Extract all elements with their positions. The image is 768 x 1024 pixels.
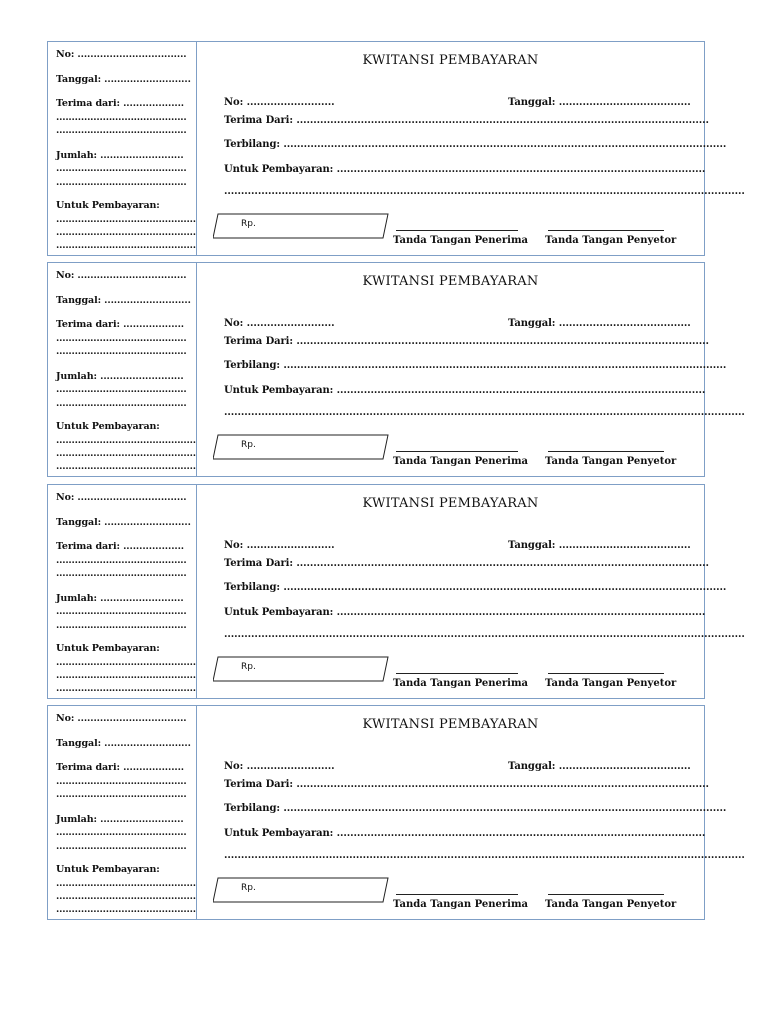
main-terima-dari: Terima Dari: ..........................................................................................................................	[224, 336, 709, 347]
receipt-stub	[48, 485, 197, 698]
stub-untuk-dots-1: .............................................	[56, 435, 196, 446]
receipt-main	[197, 706, 745, 919]
main-terima-dari: Terima Dari: ..........................................................................................................................	[224, 779, 709, 790]
amount-rp-label: Rp.	[241, 662, 256, 672]
stub-jumlah: Jumlah: ..........................	[56, 814, 184, 825]
main-untuk-pembayaran: Untuk Pembayaran: .............................................................................................................	[224, 164, 706, 175]
stub-jumlah-dots-2: ..........................................	[56, 177, 187, 188]
stub-no: No: ..................................	[56, 49, 187, 60]
amount-rp-label: Rp.	[241, 883, 256, 893]
stub-untuk-dots-3: .............................................	[56, 904, 196, 915]
stub-terima-dari: Terima dari: ...................	[56, 762, 185, 773]
receiver-signature-label: Tanda Tangan Penerima	[393, 678, 529, 689]
stub-jumlah-dots-1: ..........................................	[56, 606, 187, 617]
stub-untuk-dots-3: .............................................	[56, 683, 196, 694]
main-untuk-pembayaran: Untuk Pembayaran: .............................................................................................................	[224, 385, 706, 396]
stub-no: No: ..................................	[56, 713, 187, 724]
stub-untuk-dots-2: .............................................	[56, 670, 196, 681]
stub-tanggal: Tanggal: ...........................	[56, 295, 191, 306]
stub-untuk-dots-1: .............................................	[56, 657, 196, 668]
stub-terima-dots-2: ..........................................	[56, 568, 187, 579]
stub-untuk-dots-1: .............................................	[56, 214, 196, 225]
stub-jumlah: Jumlah: ..........................	[56, 371, 184, 382]
stub-jumlah: Jumlah: ..........................	[56, 150, 184, 161]
stub-untuk-dots-3: .............................................	[56, 240, 196, 251]
amount-box-outline	[213, 434, 389, 460]
main-dots-line: ..........................................................................................................................................................	[224, 407, 745, 418]
stub-jumlah-dots-2: ..........................................	[56, 841, 187, 852]
receiver-signature-label: Tanda Tangan Penerima	[393, 456, 529, 467]
main-no: No: ..........................	[224, 761, 335, 772]
main-terbilang: Terbilang: ...................................................................................................................................	[224, 582, 727, 593]
payer-signature-line	[548, 894, 664, 895]
receiver-signature-label: Tanda Tangan Penerima	[393, 235, 529, 246]
receipt-title: KWITANSI PEMBAYARAN	[362, 274, 539, 289]
amount-rp-label: Rp.	[241, 440, 256, 450]
stub-untuk-pembayaran: Untuk Pembayaran:	[56, 864, 160, 875]
stub-untuk-pembayaran: Untuk Pembayaran:	[56, 421, 160, 432]
amount-box	[213, 434, 383, 458]
main-tanggal: Tanggal: .......................................	[508, 97, 691, 108]
receipt-4	[47, 705, 745, 920]
amount-box	[213, 877, 383, 901]
stub-no: No: ..................................	[56, 270, 187, 281]
stub-tanggal: Tanggal: ...........................	[56, 517, 191, 528]
stub-terima-dots-1: ..........................................	[56, 112, 187, 123]
main-no: No: ..........................	[224, 540, 335, 551]
receipt-main	[197, 263, 745, 476]
main-tanggal: Tanggal: .......................................	[508, 761, 691, 772]
main-terima-dari: Terima Dari: ..........................................................................................................................	[224, 115, 709, 126]
stub-untuk-dots-1: .............................................	[56, 878, 196, 889]
receiver-signature-label: Tanda Tangan Penerima	[393, 899, 529, 910]
stub-terima-dots-2: ..........................................	[56, 346, 187, 357]
stub-jumlah-dots-2: ..........................................	[56, 398, 187, 409]
stub-untuk-dots-2: .............................................	[56, 448, 196, 459]
main-tanggal: Tanggal: .......................................	[508, 540, 691, 551]
main-tanggal: Tanggal: .......................................	[508, 318, 691, 329]
amount-box-outline	[213, 877, 389, 903]
stub-terima-dots-2: ..........................................	[56, 125, 187, 136]
receipt-3	[47, 484, 745, 699]
amount-box-outline	[213, 656, 389, 682]
main-dots-line: ..........................................................................................................................................................	[224, 186, 745, 197]
stub-terima-dari: Terima dari: ...................	[56, 98, 185, 109]
receipt-title: KWITANSI PEMBAYARAN	[362, 53, 539, 68]
stub-untuk-pembayaran: Untuk Pembayaran:	[56, 200, 160, 211]
main-terima-dari: Terima Dari: ..........................................................................................................................	[224, 558, 709, 569]
amount-rp-label: Rp.	[241, 219, 256, 229]
stub-jumlah: Jumlah: ..........................	[56, 593, 184, 604]
payer-signature-label: Tanda Tangan Penyetor	[545, 899, 677, 910]
main-no: No: ..........................	[224, 318, 335, 329]
stub-jumlah-dots-1: ..........................................	[56, 163, 187, 174]
stub-terima-dots-2: ..........................................	[56, 789, 187, 800]
payer-signature-line	[548, 230, 664, 231]
main-no: No: ..........................	[224, 97, 335, 108]
stub-untuk-dots-2: .............................................	[56, 891, 196, 902]
receipt-1	[47, 41, 745, 256]
stub-jumlah-dots-1: ..........................................	[56, 827, 187, 838]
stub-tanggal: Tanggal: ...........................	[56, 74, 191, 85]
stub-untuk-dots-3: .............................................	[56, 461, 196, 472]
stub-jumlah-dots-2: ..........................................	[56, 620, 187, 631]
payer-signature-label: Tanda Tangan Penyetor	[545, 678, 677, 689]
payer-signature-label: Tanda Tangan Penyetor	[545, 456, 677, 467]
stub-terima-dari: Terima dari: ...................	[56, 319, 185, 330]
receipt-title: KWITANSI PEMBAYARAN	[362, 496, 539, 511]
receipt-stub	[48, 263, 197, 476]
main-terbilang: Terbilang: ...................................................................................................................................	[224, 803, 727, 814]
receipt-stub	[48, 706, 197, 919]
payer-signature-line	[548, 451, 664, 452]
receiver-signature-line	[396, 230, 518, 231]
payer-signature-label: Tanda Tangan Penyetor	[545, 235, 677, 246]
receipt-title: KWITANSI PEMBAYARAN	[362, 717, 539, 732]
receiver-signature-line	[396, 894, 518, 895]
receipt-main	[197, 42, 745, 255]
receipt-2	[47, 262, 745, 477]
stub-untuk-pembayaran: Untuk Pembayaran:	[56, 643, 160, 654]
stub-untuk-dots-2: .............................................	[56, 227, 196, 238]
stub-tanggal: Tanggal: ...........................	[56, 738, 191, 749]
receipt-stub	[48, 42, 197, 255]
receiver-signature-line	[396, 673, 518, 674]
amount-box	[213, 213, 383, 237]
stub-jumlah-dots-1: ..........................................	[56, 384, 187, 395]
main-dots-line: ..........................................................................................................................................................	[224, 629, 745, 640]
main-terbilang: Terbilang: ...................................................................................................................................	[224, 360, 727, 371]
main-dots-line: ..........................................................................................................................................................	[224, 850, 745, 861]
main-untuk-pembayaran: Untuk Pembayaran: .............................................................................................................	[224, 607, 706, 618]
main-terbilang: Terbilang: ...................................................................................................................................	[224, 139, 727, 150]
amount-box-outline	[213, 213, 389, 239]
receipt-main	[197, 485, 745, 698]
stub-terima-dari: Terima dari: ...................	[56, 541, 185, 552]
stub-terima-dots-1: ..........................................	[56, 555, 187, 566]
payer-signature-line	[548, 673, 664, 674]
stub-terima-dots-1: ..........................................	[56, 333, 187, 344]
stub-terima-dots-1: ..........................................	[56, 776, 187, 787]
main-untuk-pembayaran: Untuk Pembayaran: .............................................................................................................	[224, 828, 706, 839]
receiver-signature-line	[396, 451, 518, 452]
amount-box	[213, 656, 383, 680]
stub-no: No: ..................................	[56, 492, 187, 503]
